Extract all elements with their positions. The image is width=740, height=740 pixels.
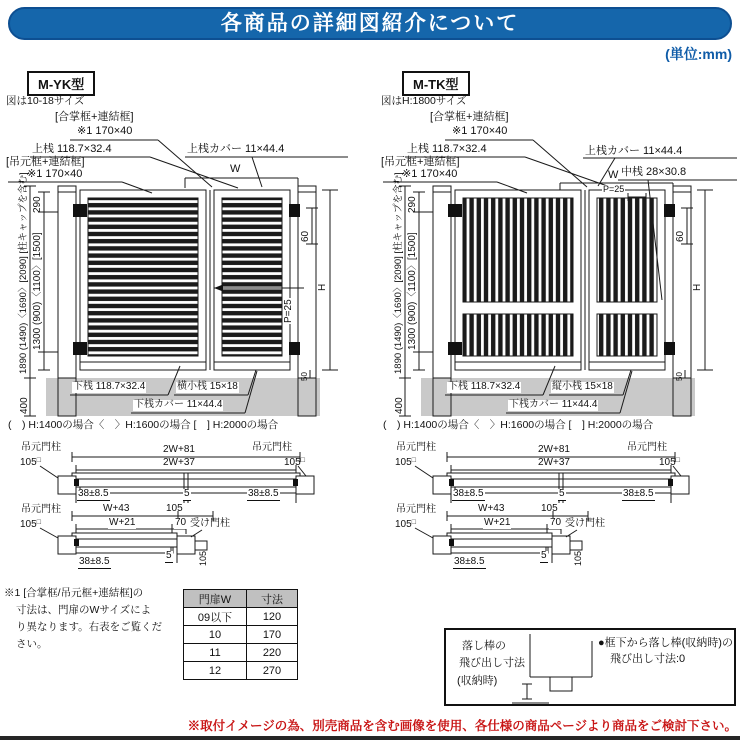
plan-dim-2w81: 2W+81 xyxy=(163,444,195,455)
plan-dim-38: 38±8.5 xyxy=(78,488,109,499)
page-title: 各商品の詳細図紹介について xyxy=(220,12,520,35)
table-header-cell: 寸法 xyxy=(247,590,298,608)
plan-dim-105: 105 xyxy=(541,503,558,514)
label-top-rail: 上桟 118.7×32.4 xyxy=(32,143,112,155)
table-row xyxy=(184,662,298,680)
dim-p25-top: P=25 xyxy=(603,184,625,194)
label-small-rail: 横小桟 15×18 xyxy=(177,381,238,392)
label-bottom-cover: 下桟カバー 11×44.4 xyxy=(509,399,598,410)
unit-label: (単位:mm) xyxy=(665,46,732,62)
dim-inner: 1300 (900)〈1100〉[1500] xyxy=(32,232,43,350)
left-gate-elevation xyxy=(8,140,348,416)
label-bottom-rail: 下桟 118.7×32.4 xyxy=(73,381,146,392)
plan-post-size-label xyxy=(20,519,41,531)
plan-dim-105-side: 105 xyxy=(573,550,583,566)
post-size-value: 105 xyxy=(20,519,37,530)
case-note-right: ( ) H:1400の場合〈 〉H:1600の場合 [ ] H:2000の場合 xyxy=(383,419,654,431)
dim-overall: 1890 (1490)〈1690〉[2090] [柱キャップを含む] xyxy=(18,172,29,374)
plan-dim-5: 5 xyxy=(541,550,547,561)
label-small-rail: 縦小桟 15×18 xyxy=(552,381,613,392)
label-top-rail: 上桟 118.7×32.4 xyxy=(407,143,487,155)
plan-dim-70: 70 xyxy=(175,517,187,528)
dim-inner: 1300 (900)〈1100〉[1500] xyxy=(407,232,418,350)
plan-dim-2w81: 2W+81 xyxy=(538,444,570,455)
table-row xyxy=(184,644,298,662)
plan-dim-w21: W+21 xyxy=(484,517,511,528)
dim-60: 60 xyxy=(300,230,311,242)
plan-hinge-post-label: 吊元門柱 xyxy=(396,504,436,515)
label-hinge-frame: [吊元框+連結框] xyxy=(381,156,460,168)
plan-hinge-post-label: 吊元門柱 xyxy=(21,442,61,453)
dim-290: 290 xyxy=(32,196,43,213)
plan-post-size-label xyxy=(284,457,305,469)
table-cell: 10 xyxy=(184,626,247,644)
plan-hinge-post-label: 吊元門柱 xyxy=(252,442,292,453)
post-size-value: 105 xyxy=(659,457,676,468)
plan-dim-2w37: 2W+37 xyxy=(163,457,195,468)
size-note-left: 図は10-18サイズ xyxy=(6,95,85,107)
label-bottom-rail: 下桟 118.7×32.4 xyxy=(448,381,521,392)
plan-dim-105-side: 105 xyxy=(198,550,208,566)
post-size-square: □ xyxy=(411,457,416,464)
plan-dim-38: 38±8.5 xyxy=(454,556,485,567)
model-name: M-TK型 xyxy=(413,77,459,92)
label-w: W xyxy=(608,169,619,181)
dim-p25: P=25 xyxy=(283,299,294,323)
plan-dim-5: 5 xyxy=(559,488,565,499)
label-gassho-dim: ※1 170×40 xyxy=(452,125,508,137)
table-cell: 120 xyxy=(247,608,298,626)
plan-dim-w43: W+43 xyxy=(478,503,505,514)
plan-dim-38: 38±8.5 xyxy=(623,488,654,499)
note1-line: り異なります。右表をご覧くだ xyxy=(16,621,163,633)
plan-hinge-post-label: 吊元門柱 xyxy=(627,442,667,453)
size-note-right: 図はH:1800サイズ xyxy=(381,95,467,107)
label-w: W xyxy=(230,163,241,175)
plan-receiver-post-label: 受け門柱 xyxy=(190,518,230,529)
table-cell: 09以下 xyxy=(184,608,247,626)
plan-receiver-post-label: 受け門柱 xyxy=(565,518,605,529)
plan-dim-70: 70 xyxy=(550,517,562,528)
model-label-right xyxy=(402,71,470,96)
post-size-value: 105 xyxy=(395,519,412,530)
label-hinge-dim: ※1 170×40 xyxy=(402,168,458,180)
plan-post-size-label xyxy=(395,519,416,531)
dim-embed: 400 xyxy=(394,397,405,414)
plan-dim-5: 5 xyxy=(166,550,172,561)
dim-50: 50 xyxy=(675,372,684,381)
label-gassho-frame: [合掌框+連結框] xyxy=(430,111,509,123)
dim-290: 290 xyxy=(407,196,418,213)
label-gassho-dim: ※1 170×40 xyxy=(77,125,133,137)
case-note-left: ( ) H:1400の場合〈 〉H:1600の場合 [ ] H:2000の場合 xyxy=(8,419,279,431)
footer-warning-note: ※取付イメージの為、別売商品を含む画像を使用、各仕様の商品ページより商品をご検討下さい。 xyxy=(187,719,737,733)
label-gassho-frame: [合掌框+連結框] xyxy=(55,111,134,123)
plan-dim-w21: W+21 xyxy=(109,517,136,528)
drop-bar-label: 飛び出し寸法 xyxy=(459,657,525,669)
dim-h: H xyxy=(317,283,328,291)
table-cell: 270 xyxy=(247,662,298,680)
drop-bar-label: (収納時) xyxy=(457,675,498,687)
table-header-cell: 門扉W xyxy=(184,590,247,608)
post-size-square: □ xyxy=(675,457,680,464)
post-size-square: □ xyxy=(411,519,416,526)
model-name: M-YK型 xyxy=(38,77,85,92)
plan-hinge-post-label: 吊元門柱 xyxy=(396,442,436,453)
table-row xyxy=(184,626,298,644)
plan-dim-38: 38±8.5 xyxy=(79,556,110,567)
label-hinge-dim: ※1 170×40 xyxy=(27,168,83,180)
dim-overall: 1890 (1490)〈1690〉[2090] [柱キャップを含む] xyxy=(393,172,404,374)
model-label-left xyxy=(27,71,95,96)
table-cell: 12 xyxy=(184,662,247,680)
post-size-square: □ xyxy=(36,457,41,464)
post-size-square: □ xyxy=(36,519,41,526)
plan-post-size-label xyxy=(20,457,41,469)
dim-embed: 400 xyxy=(19,397,30,414)
post-size-value: 105 xyxy=(395,457,412,468)
drop-bar-label: 落し棒の xyxy=(462,640,506,652)
table-cell: 170 xyxy=(247,626,298,644)
gate-width-size-table xyxy=(183,589,298,680)
note1-line: さい。 xyxy=(16,638,48,650)
table-cell: 220 xyxy=(247,644,298,662)
plan-dim-2w37: 2W+37 xyxy=(538,457,570,468)
plan-post-size-label xyxy=(395,457,416,469)
note1-line: 寸法は、門扉のWサイズによ xyxy=(16,604,152,616)
label-mid-rail: 中桟 28×30.8 xyxy=(621,166,687,178)
label-bottom-cover: 下桟カバー 11×44.4 xyxy=(134,399,223,410)
bottom-edge-bar xyxy=(0,736,740,740)
plan-dim-5: 5 xyxy=(184,488,190,499)
post-size-value: 105 xyxy=(20,457,37,468)
plan-dim-38: 38±8.5 xyxy=(248,488,279,499)
plan-post-size-label xyxy=(659,457,680,469)
plan-dim-105: 105 xyxy=(166,503,183,514)
table-cell: 11 xyxy=(184,644,247,662)
post-size-value: 105 xyxy=(284,457,301,468)
post-size-square: □ xyxy=(300,457,305,464)
table-row xyxy=(184,608,298,626)
dim-60: 60 xyxy=(675,230,686,242)
dim-h: H xyxy=(692,283,703,291)
dim-50: 50 xyxy=(300,372,309,381)
drop-bar-note: ●框下から落し棒(収納時)の xyxy=(598,637,733,649)
plan-dim-w43: W+43 xyxy=(103,503,130,514)
plan-hinge-post-label: 吊元門柱 xyxy=(21,504,61,515)
label-top-cover: 上桟カバー 11×44.4 xyxy=(585,145,683,157)
label-hinge-frame: [吊元框+連結框] xyxy=(6,156,85,168)
plan-dim-38: 38±8.5 xyxy=(453,488,484,499)
note1-line: ※1 [合掌框/吊元框+連結框]の xyxy=(4,587,144,599)
drop-bar-note: 飛び出し寸法:0 xyxy=(610,653,686,665)
label-top-cover: 上桟カバー 11×44.4 xyxy=(187,143,285,155)
